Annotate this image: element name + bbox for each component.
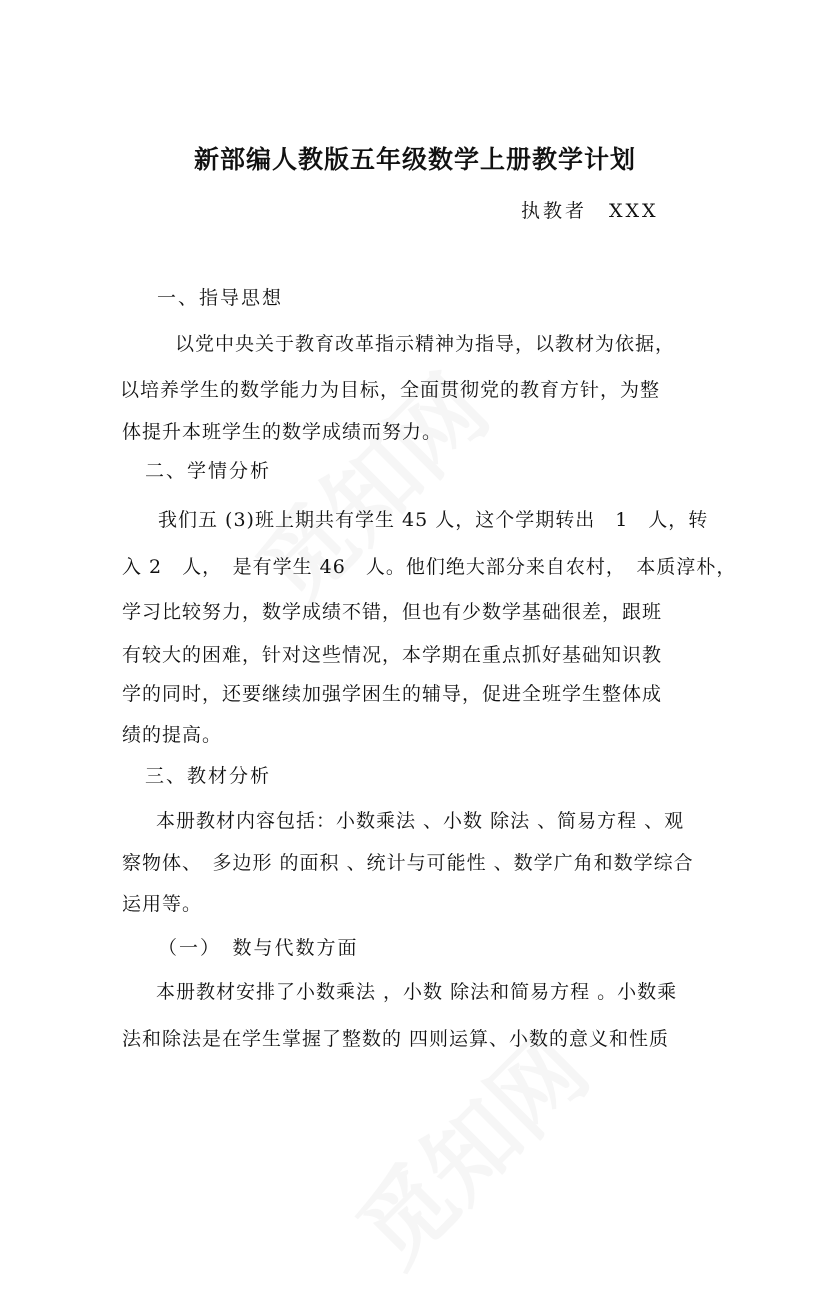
section-heading-guiding-ideology: 一、指导思想 xyxy=(157,287,284,309)
author-line: 执教者 XXX xyxy=(521,200,659,222)
paragraph-line: 以培养学生的数学能力为目标，全面贯彻党的教育方针，为整 xyxy=(120,379,661,401)
paragraph-line: 以党中央关于教育改革指示精神为指导，以教材为依据， xyxy=(175,333,676,355)
paragraph-line: 入 2 人， 是有学生 46 人。他们绝大部分来自农村， 本质淳朴， xyxy=(122,556,737,578)
paragraph-line: 法和除法是在学生掌握了整数的 四则运算、小数的意义和性质 xyxy=(122,1028,670,1050)
subsection-heading-numbers-algebra: （一） 数与代数方面 xyxy=(158,937,359,959)
document-title: 新部编人教版五年级数学上册教学计划 xyxy=(193,145,636,174)
section-heading-student-analysis: 二、学情分析 xyxy=(145,460,272,482)
paragraph-line: 学习比较努力，数学成绩不错，但也有少数学基础很差，跟班 xyxy=(122,601,663,623)
paragraph-line: 运用等。 xyxy=(122,893,203,915)
paragraph-line: 本册教材安排了小数乘法 ，小数 除法和简易方程 。小数乘 xyxy=(156,981,678,1003)
paragraph-line: 体提升本班学生的数学成绩而努力。 xyxy=(122,421,443,443)
paragraph-line: 学的同时，还要继续加强学困生的辅导，促进全班学生整体成 xyxy=(122,683,663,705)
paragraph-line: 有较大的困难，针对这些情况，本学期在重点抓好基础知识教 xyxy=(122,644,663,666)
section-heading-textbook-analysis: 三、教材分析 xyxy=(145,765,272,787)
paragraph-line: 我们五 (3)班上期共有学生 45 人，这个学期转出 1 人，转 xyxy=(158,509,709,531)
paragraph-line: 察物体、 多边形 的面积 、统计与可能性 、数学广角和数学综合 xyxy=(122,852,694,874)
paragraph-line: 本册教材内容包括：小数乘法 、小数 除法 、简易方程 、观 xyxy=(156,810,685,832)
paragraph-line: 绩的提高。 xyxy=(122,724,223,746)
